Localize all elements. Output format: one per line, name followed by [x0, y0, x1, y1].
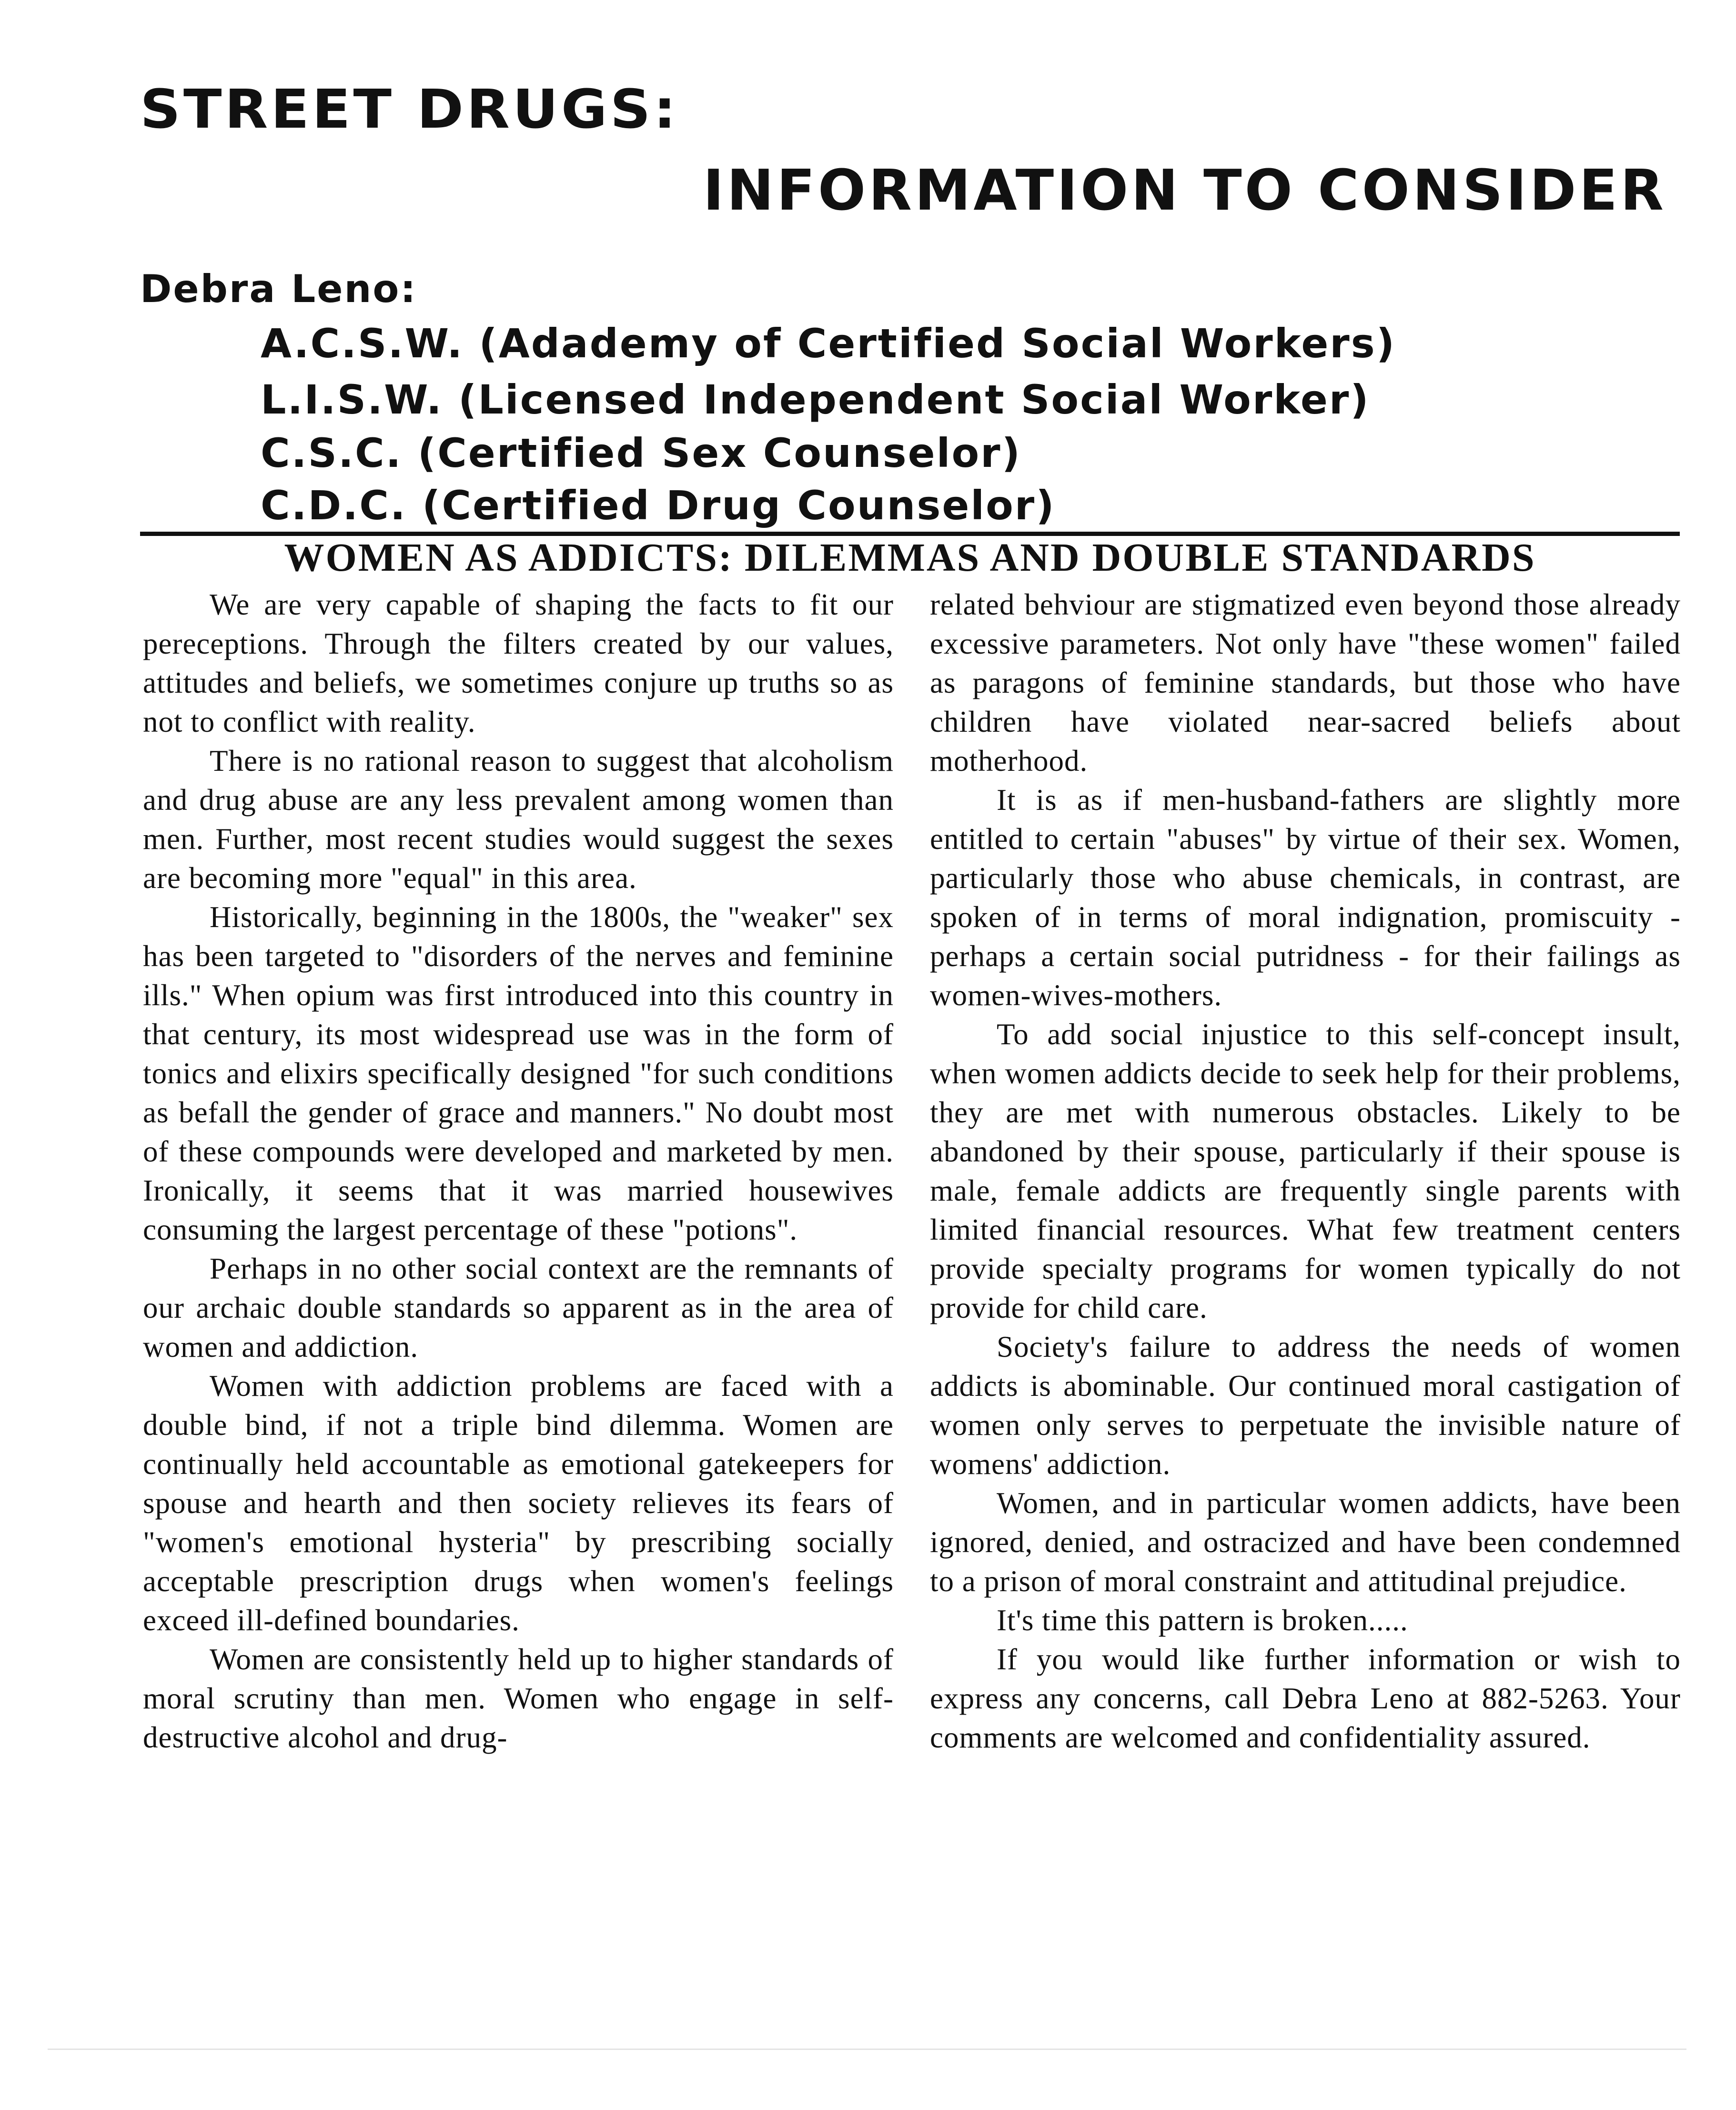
credential-csc: C.S.C. (Certified Sex Counselor) — [261, 430, 1021, 476]
paragraph: Society's failure to address the needs of women addicts is abominable. Our continued moral castigation of women only serves to perpetuate the invisible nature of womens' addiction. — [930, 1330, 1681, 1481]
paragraph: Women are consistently held up to higher standards of moral scrutiny than men. Women who engage in self-destructive alcohol and drug- — [143, 1643, 894, 1754]
footer-line — [48, 2049, 1686, 2050]
right-column — [930, 585, 1681, 1757]
paragraph: It is as if men-husband-fathers are slightly more entitled to certain "abuses" by virtue of their sex. Women, particularly those who abuse chemicals, in contrast, are spoken of in terms of moral indignation, promiscuity - perhaps a certain social putridness - for their failings as women-wives-mothers. — [930, 783, 1681, 1012]
article-headline: WOMEN AS ADDICTS: DILEMMAS AND DOUBLE STANDARDS — [284, 535, 1536, 580]
author-name: Debra Leno: — [140, 267, 417, 311]
paragraph: There is no rational reason to suggest that alcoholism and drug abuse are any less prevalent among women than men. Further, most recent studies would suggest the sexes are becoming more "equal" in this area. — [143, 744, 894, 895]
paragraph: Women, and in particular women addicts, have been ignored, denied, and ostracized and have been condemned to a prison of moral constraint and attitudinal prejudice. — [930, 1486, 1681, 1598]
paragraph: It's time this pattern is broken..... — [997, 1604, 1408, 1637]
title-line-2: INFORMATION TO CONSIDER — [703, 157, 1666, 223]
credential-cdc: C.D.C. (Certified Drug Counselor) — [261, 482, 1056, 529]
credential-acsw: A.C.S.W. (Adademy of Certified Social Workers) — [261, 320, 1396, 367]
credential-lisw: L.I.S.W. (Licensed Independent Social Worker) — [261, 376, 1370, 423]
paragraph: If you would like further information or wish to express any concerns, call Debra Leno at 882-5263. Your comments are welcomed and confidentiality assured. — [930, 1643, 1681, 1754]
paragraph: Women with addiction problems are faced with a double bind, if not a triple bind dilemma. Women are continually held accountable as emotional gatekeepers for spouse and hearth and then society relieves its fears of "women's emotional hysteria" by prescribing socially acceptable prescription drugs when women's feelings exceed ill-defined boundaries. — [143, 1369, 894, 1637]
paragraph-continuation: related behviour are stigmatized even beyond those already excessive parameters. Not only have "these women" failed as paragons of feminine standards, but those who have children have violated near-sacred beliefs about motherhood. — [930, 588, 1681, 777]
paragraph: We are very capable of shaping the facts to fit our pereceptions. Through the filters created by our values, attitudes and beliefs, we sometimes conjure up truths so as not to conflict with reality. — [143, 588, 894, 738]
title-line-1: STREET DRUGS: — [140, 78, 679, 141]
paragraph: To add social injustice to this self-concept insult, when women addicts decide to seek help for their problems, they are met with numerous obstacles. Likely to be abandoned by their spouse, particularly if their spouse is male, female addicts are frequently single parents with limited financial resources. What few treatment centers provide specialty programs for women typically do not provide for child care. — [930, 1018, 1681, 1324]
paragraph: Historically, beginning in the 1800s, the "weaker" sex has been targeted to "disorders of the nerves and feminine ills." When opium was first introduced into this country in that century, its most widespread use was in the form of tonics and elixirs specifically designed "for such conditions as befall the gender of grace and manners." No doubt most of these compounds were developed and marketed by men. Ironically, it seems that it was married housewives consuming the largest percentage of these "potions". — [143, 900, 894, 1246]
left-column — [143, 585, 894, 1757]
paragraph: Perhaps in no other social context are the remnants of our archaic double standards so apparent as in the area of women and addiction. — [143, 1252, 894, 1363]
